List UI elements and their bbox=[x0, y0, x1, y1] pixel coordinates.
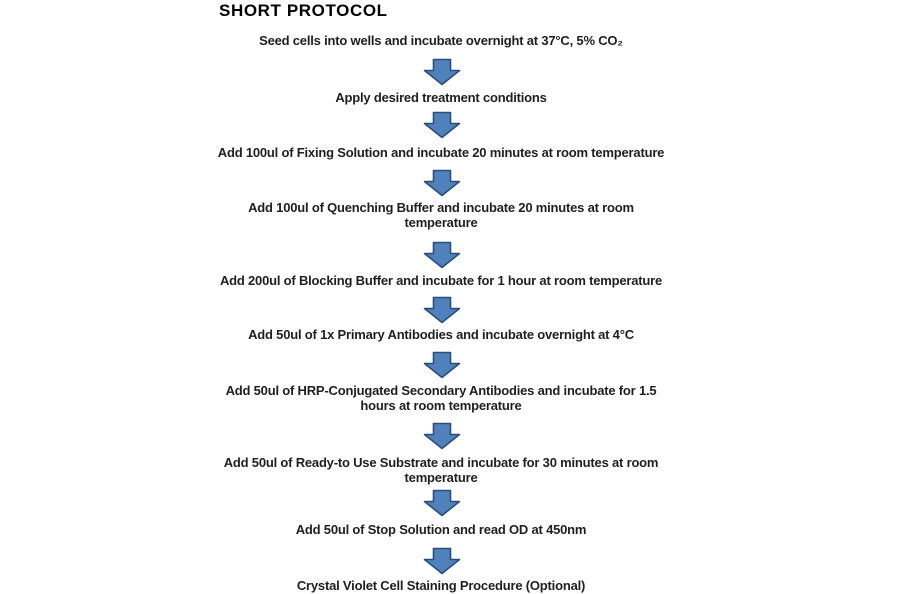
down-arrow-icon bbox=[423, 489, 461, 517]
down-arrow-shape bbox=[425, 424, 460, 449]
down-arrow-icon bbox=[423, 58, 461, 86]
step-seed-cells bbox=[0, 33, 882, 48]
down-arrow-icon bbox=[423, 351, 461, 379]
down-arrow-shape bbox=[425, 491, 460, 516]
step-blocking-buffer bbox=[0, 273, 882, 288]
down-arrow-shape bbox=[425, 353, 460, 378]
down-arrow-icon bbox=[423, 241, 461, 269]
down-arrow-shape bbox=[425, 298, 460, 323]
step-line: hours at room temperature bbox=[360, 398, 522, 413]
down-arrow-shape bbox=[425, 549, 460, 574]
step-fixing-solution bbox=[0, 145, 882, 160]
step-apply-treatment bbox=[0, 90, 882, 105]
down-arrow-shape bbox=[425, 243, 460, 268]
down-arrow-icon bbox=[423, 296, 461, 324]
step-line: Add 50ul of HRP-Conjugated Secondary Antibodies and incubate for 1.5 bbox=[225, 383, 657, 398]
step-line: temperature bbox=[404, 215, 478, 230]
step-primary-antibodies bbox=[0, 327, 882, 342]
down-arrow-icon bbox=[423, 422, 461, 450]
down-arrow-shape bbox=[425, 171, 460, 196]
step-line: Add 100ul of Fixing Solution and incubate 20 minutes at room temperature bbox=[217, 145, 665, 160]
page-title: SHORT PROTOCOL bbox=[219, 1, 388, 20]
down-arrow-icon bbox=[423, 547, 461, 575]
step-line: temperature bbox=[404, 470, 478, 485]
down-arrow-icon bbox=[423, 111, 461, 139]
step-line: Crystal Violet Cell Staining Procedure (Optional) bbox=[296, 578, 586, 593]
step-crystal-violet bbox=[0, 578, 882, 593]
step-quenching-buffer bbox=[0, 200, 882, 230]
step-line: Add 50ul of Ready-to Use Substrate and incubate for 30 minutes at room bbox=[223, 455, 659, 470]
step-line: Add 50ul of 1x Primary Antibodies and incubate overnight at 4°C bbox=[248, 327, 634, 342]
step-substrate bbox=[0, 455, 882, 485]
step-stop-solution bbox=[0, 522, 882, 537]
step-line: Add 200ul of Blocking Buffer and incubate for 1 hour at room temperature bbox=[219, 273, 663, 288]
down-arrow-shape bbox=[425, 113, 460, 138]
step-line: Add 100ul of Quenching Buffer and incubate 20 minutes at room bbox=[248, 200, 634, 215]
step-line: Apply desired treatment conditions bbox=[335, 90, 547, 105]
down-arrow-icon bbox=[423, 169, 461, 197]
step-secondary-antibodies bbox=[0, 383, 882, 413]
step-line: Add 50ul of Stop Solution and read OD at 450nm bbox=[295, 522, 587, 537]
down-arrow-shape bbox=[425, 60, 460, 85]
step-line: Seed cells into wells and incubate overnight at 37°C, 5% CO₂ bbox=[259, 33, 623, 48]
